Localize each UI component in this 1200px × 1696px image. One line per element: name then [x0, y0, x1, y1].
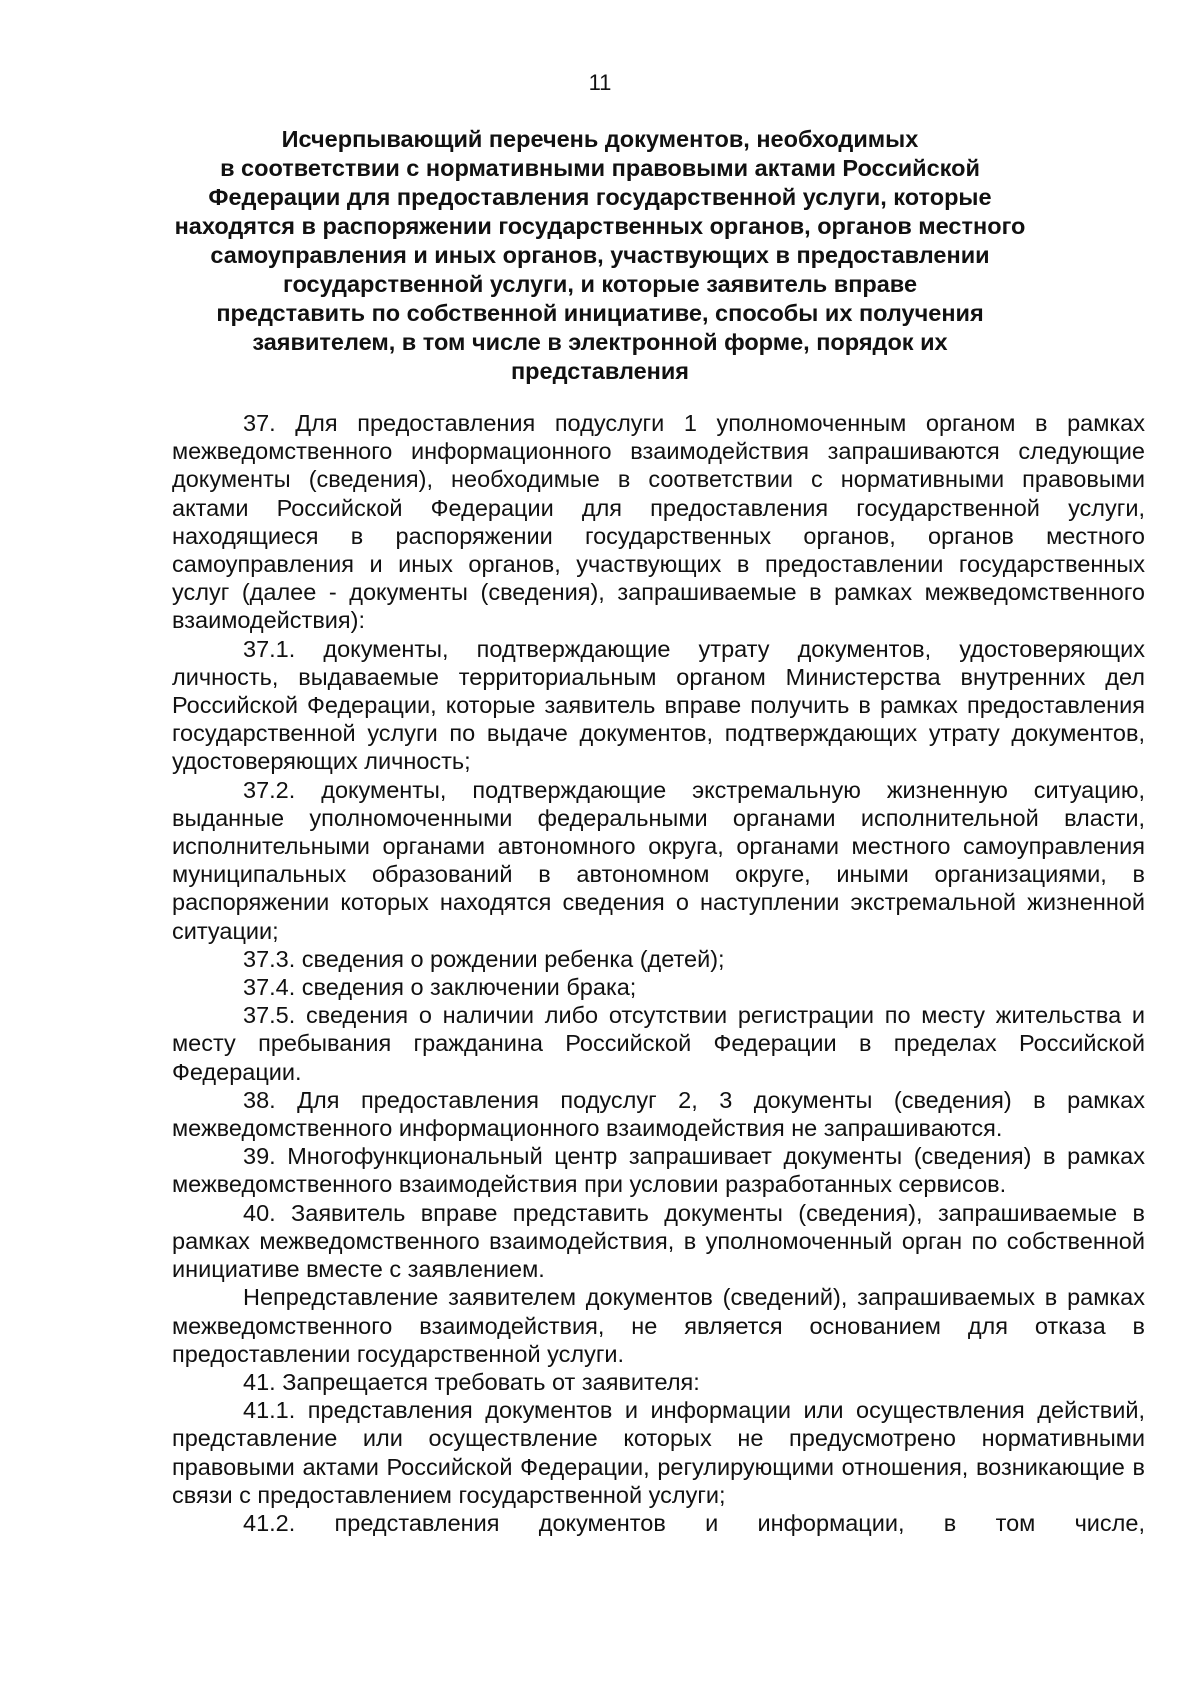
page-number: 11 [588, 70, 612, 95]
paragraph-37-1: 37.1. документы, подтверждающие утрату документов, удостоверяющих личность, выдаваемые территориальным органом Министерства внутренних дел Российской Федерации, которые заявитель вправе получить в рамках предоставления государственной услуги по выдаче документов, подтверждающих утрату документов, удостоверяющих личность; [172, 635, 1145, 775]
document-body [172, 409, 1145, 1537]
paragraph-39: 39. Многофункциональный центр запрашивает документы (сведения) в рамках межведомственного взаимодействия при условии разработанных сервисов. [172, 1143, 1145, 1198]
paragraph-41-1: 41.1. представления документов и информации или осуществления действий, представление или осуществление которых не предусмотрено нормативными правовыми актами Российской Федерации, регулирующими отношения, возникающие в связи с предоставлением государственной услуги; [172, 1397, 1145, 1508]
paragraph-40-note: Непредставление заявителем документов (сведений), запрашиваемых в рамках межведомственного взаимодействия, не является основанием для отказа в предоставлении государственной услуги. [172, 1284, 1145, 1367]
paragraph-37-4: 37.4. сведения о заключении брака; [243, 974, 637, 1001]
heading-line: Исчерпывающий перечень документов, необходимых [281, 126, 919, 152]
paragraph-41-2: 41.2. представления документов и информации, в том числе, [243, 1509, 1145, 1536]
heading-line: Федерации для предоставления государственной услуги, которые [208, 184, 992, 210]
heading-line: в соответствии с нормативными правовыми актами Российской [220, 155, 980, 181]
heading-line: представить по собственной инициативе, способы их получения [216, 300, 984, 326]
paragraph-37-2: 37.2. документы, подтверждающие экстремальную жизненную ситуацию, выданные уполномоченными федеральными органами исполнительной власти, исполнительными органами автономного округа, органами местного самоуправления муниципальных образований в автономном округе, иными организациями, в распоряжении которых находятся сведения о наступлении экстремальной жизненной ситуации; [172, 776, 1145, 944]
heading-line: самоуправления и иных органов, участвующих в предоставлении [210, 242, 990, 268]
paragraph-40: 40. Заявитель вправе представить документы (сведения), запрашиваемые в рамках межведомственного взаимодействия, в уполномоченный орган по собственной инициативе вместе с заявлением. [172, 1199, 1145, 1283]
section-heading [150, 125, 1050, 386]
paragraph-41: 41. Запрещается требовать от заявителя: [243, 1368, 700, 1395]
heading-line: представления [510, 358, 690, 384]
paragraph-37-3: 37.3. сведения о рождении ребенка (детей); [243, 945, 725, 972]
heading-line: заявителем, в том числе в электронной форме, порядок их [252, 329, 948, 355]
heading-line: находятся в распоряжении государственных органов, органов местного [174, 213, 1026, 239]
paragraph-37-5: 37.5. сведения о наличии либо отсутствии регистрации по месту жительства и месту пребывания гражданина Российской Федерации в пределах Российской Федерации. [172, 1002, 1145, 1085]
heading-line: государственной услуги, и которые заявитель вправе [282, 271, 918, 297]
paragraph-37: 37. Для предоставления подуслуги 1 уполномоченным органом в рамках межведомственного информационного взаимодействия запрашиваются следующие документы (сведения), необходимые в соответствии с нормативными правовыми актами Российской Федерации для предоставления государственной услуги, находящиеся в распоряжении государственных органов, органов местного самоуправления и иных органов, участвующих в предоставлении государственных услуг (далее - документы (сведения), запрашиваемые в рамках межведомственного взаимодействия): [172, 410, 1145, 634]
paragraph-38: 38. Для предоставления подуслуг 2, 3 документы (сведения) в рамках межведомственного информационного взаимодействия не запрашиваются. [172, 1086, 1145, 1142]
